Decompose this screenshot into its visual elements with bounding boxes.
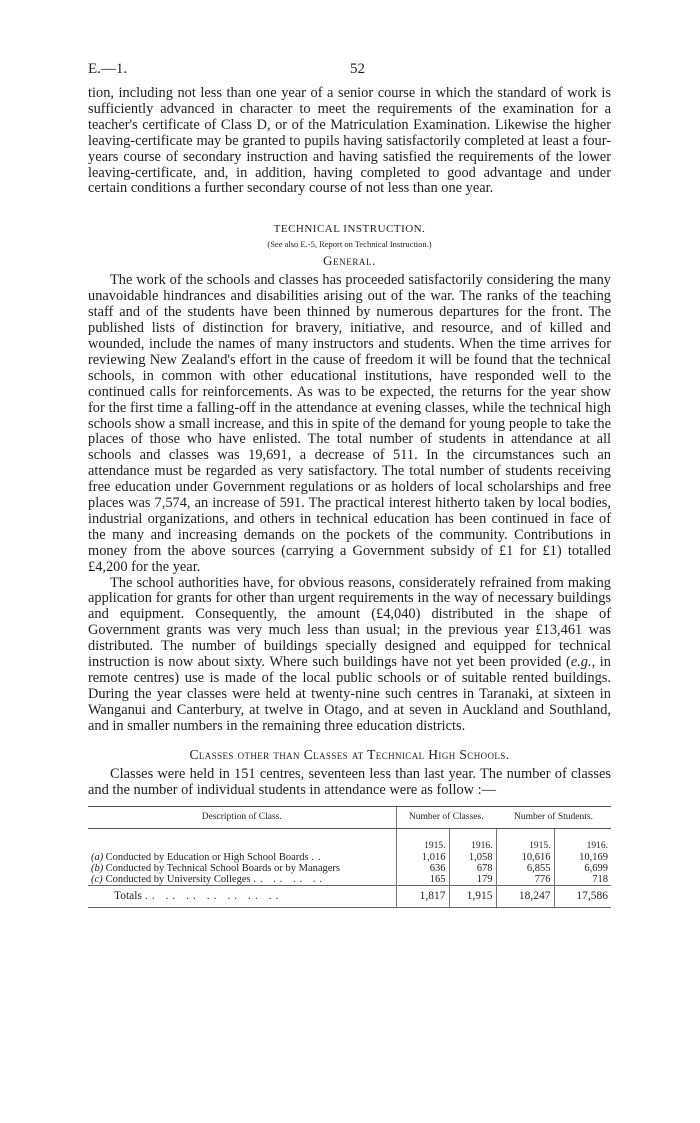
- row-leader-dots: .. .. .. ..: [253, 874, 327, 886]
- row-description: [88, 874, 396, 886]
- year-cell: 1915.: [396, 829, 449, 853]
- row-value: 10,169: [554, 852, 611, 863]
- year-cell: 1916.: [554, 829, 611, 853]
- totals-value: 1,915: [449, 886, 496, 908]
- general-paragraph-1: The work of the schools and classes has proceeded satisfactorily considering the many unavoidable hindrances and disabilities arising out of the war. The ranks of the teaching staff and of the students have been thinned by numerous departures for the front. The published lists of distinction for bravery, initiative, and resource, and of killed and wounded, include the names of many instructors and students. When the time arrives for reviewing New Zealand's effort in the cause of freedom it will be found that the technical schools, in common with other educational institutions, have responded well to the continued calls for reinforcements. As was to be expected, the returns for the year show for the first time a falling-off in the attendance at evening classes, while the technical high schools show a small increase, and this in spite of the demand for young people to take the places of those who have enlisted. The total number of students in attendance at all schools and classes was 19,691, a decrease of 511. In the circumstances such an attendance must be regarded as very satisfactory. The total number of students receiving free education under Government regulations or as holders of local scholarships and free places was 7,574, an increase of 591. The practical interest hitherto taken by local bodies, industrial organizations, and others in technical education has been continued in face of the many and increasing demands on the pockets of the community. Contributions in money from the above sources (carrying a Government subsidy of £1 for £1) totalled £4,200 for the year.: [88, 272, 611, 575]
- totals-description: [88, 886, 396, 908]
- row-text: Conducted by University Colleges: [105, 874, 251, 886]
- totals-label: Totals: [114, 890, 142, 903]
- row-value: 179: [449, 874, 496, 886]
- subheading-classes: Classes other than Classes at Technical High Schools.: [189, 746, 510, 762]
- header-number-of-classes: Number of Classes.: [396, 807, 496, 829]
- table-header-row: [88, 807, 611, 829]
- totals-leader-dots: .. .. .. .. .. .. ..: [144, 890, 283, 903]
- page-body: [88, 86, 611, 908]
- header-number-of-students: Number of Students.: [496, 807, 611, 829]
- row-description: [88, 852, 396, 863]
- row-value: 718: [554, 874, 611, 886]
- general-paragraph-2-end: , in remote centres) use is made of the local public schools or of suitable rented buildings. During the year classes were held at twenty-nine such centres in Taranaki, at sixteen in Wanganui and Canterbury, at twelve in Otago, and at seven in Auckland and Southland, and in smaller numbers in the remaining three education districts.: [88, 654, 611, 734]
- row-value: 10,616: [496, 852, 554, 863]
- row-value: 6,855: [496, 863, 554, 874]
- page-number: 52: [350, 61, 365, 77]
- row-value: 165: [396, 874, 449, 886]
- totals-value: 1,817: [396, 886, 449, 908]
- row-text: Conducted by Technical School Boards or by Managers: [105, 863, 341, 875]
- table-row: [88, 863, 611, 874]
- table-totals-row: [88, 886, 611, 908]
- row-text: Conducted by Education or High School Boards: [105, 852, 309, 864]
- row-value: 6,699: [554, 863, 611, 874]
- row-label: (c): [91, 874, 103, 886]
- totals-value: 17,586: [554, 886, 611, 908]
- row-value: 1,058: [449, 852, 496, 863]
- row-value: 1,016: [396, 852, 449, 863]
- totals-value: 18,247: [496, 886, 554, 908]
- year-cell: 1915.: [496, 829, 554, 853]
- table-years-row: [88, 829, 611, 853]
- document-reference: E.—1.: [88, 61, 128, 77]
- general-paragraph-2: [88, 576, 611, 735]
- general-paragraph-2-eg: e.g.: [570, 654, 592, 671]
- row-value: 636: [396, 863, 449, 874]
- subheading-general: General.: [323, 253, 376, 269]
- header-description: Description of Class.: [88, 807, 396, 829]
- table-row: [88, 874, 611, 886]
- see-also-note: (See also E.-5, Report on Technical Instruction.): [267, 239, 432, 250]
- row-leader-dots: ..: [311, 852, 325, 864]
- table-row: [88, 852, 611, 863]
- section-heading-technical-instruction: TECHNICAL INSTRUCTION.: [273, 223, 426, 236]
- years-spacer: [88, 829, 396, 853]
- row-value: 678: [449, 863, 496, 874]
- row-label: (a): [91, 852, 104, 864]
- general-paragraph-2-start: The school authorities have, for obvious reasons, considerately refrained from making application for grants for other than urgent requirements in the way of necessary buildings and equipment. Consequently, the amount (£4,040) distributed in the shape of Government grants was very much less than usual; in the previous year £13,461 was distributed. The number of buildings specially designed and equipped for technical instruction is now about sixty. Where such buildings have not yet been provided (: [88, 574, 611, 671]
- year-cell: 1916.: [449, 829, 496, 853]
- row-description: [88, 863, 396, 874]
- classes-statistics-table: [88, 806, 611, 908]
- page-header: [88, 61, 612, 83]
- intro-paragraph: tion, including not less than one year of a senior course in which the standard of work is sufficiently advanced in character to meet the requirements of the examination for a teacher's certificate of Class D, or of the Matriculation Examination. Likewise the higher leaving-certificate may be granted to pupils having satisfactorily completed at least a four-years course of secondary instruction and having satisfied the requirements of the lower leaving-certificate, and, in addition, having completed to good advantage and under certain conditions a further secondary course of not less than one year.: [88, 85, 611, 197]
- classes-paragraph: Classes were held in 151 centres, seventeen less than last year. The number of classes and the number of individual students in attendance were as follow :—: [88, 765, 611, 798]
- row-value: 776: [496, 874, 554, 886]
- row-label: (b): [91, 863, 104, 875]
